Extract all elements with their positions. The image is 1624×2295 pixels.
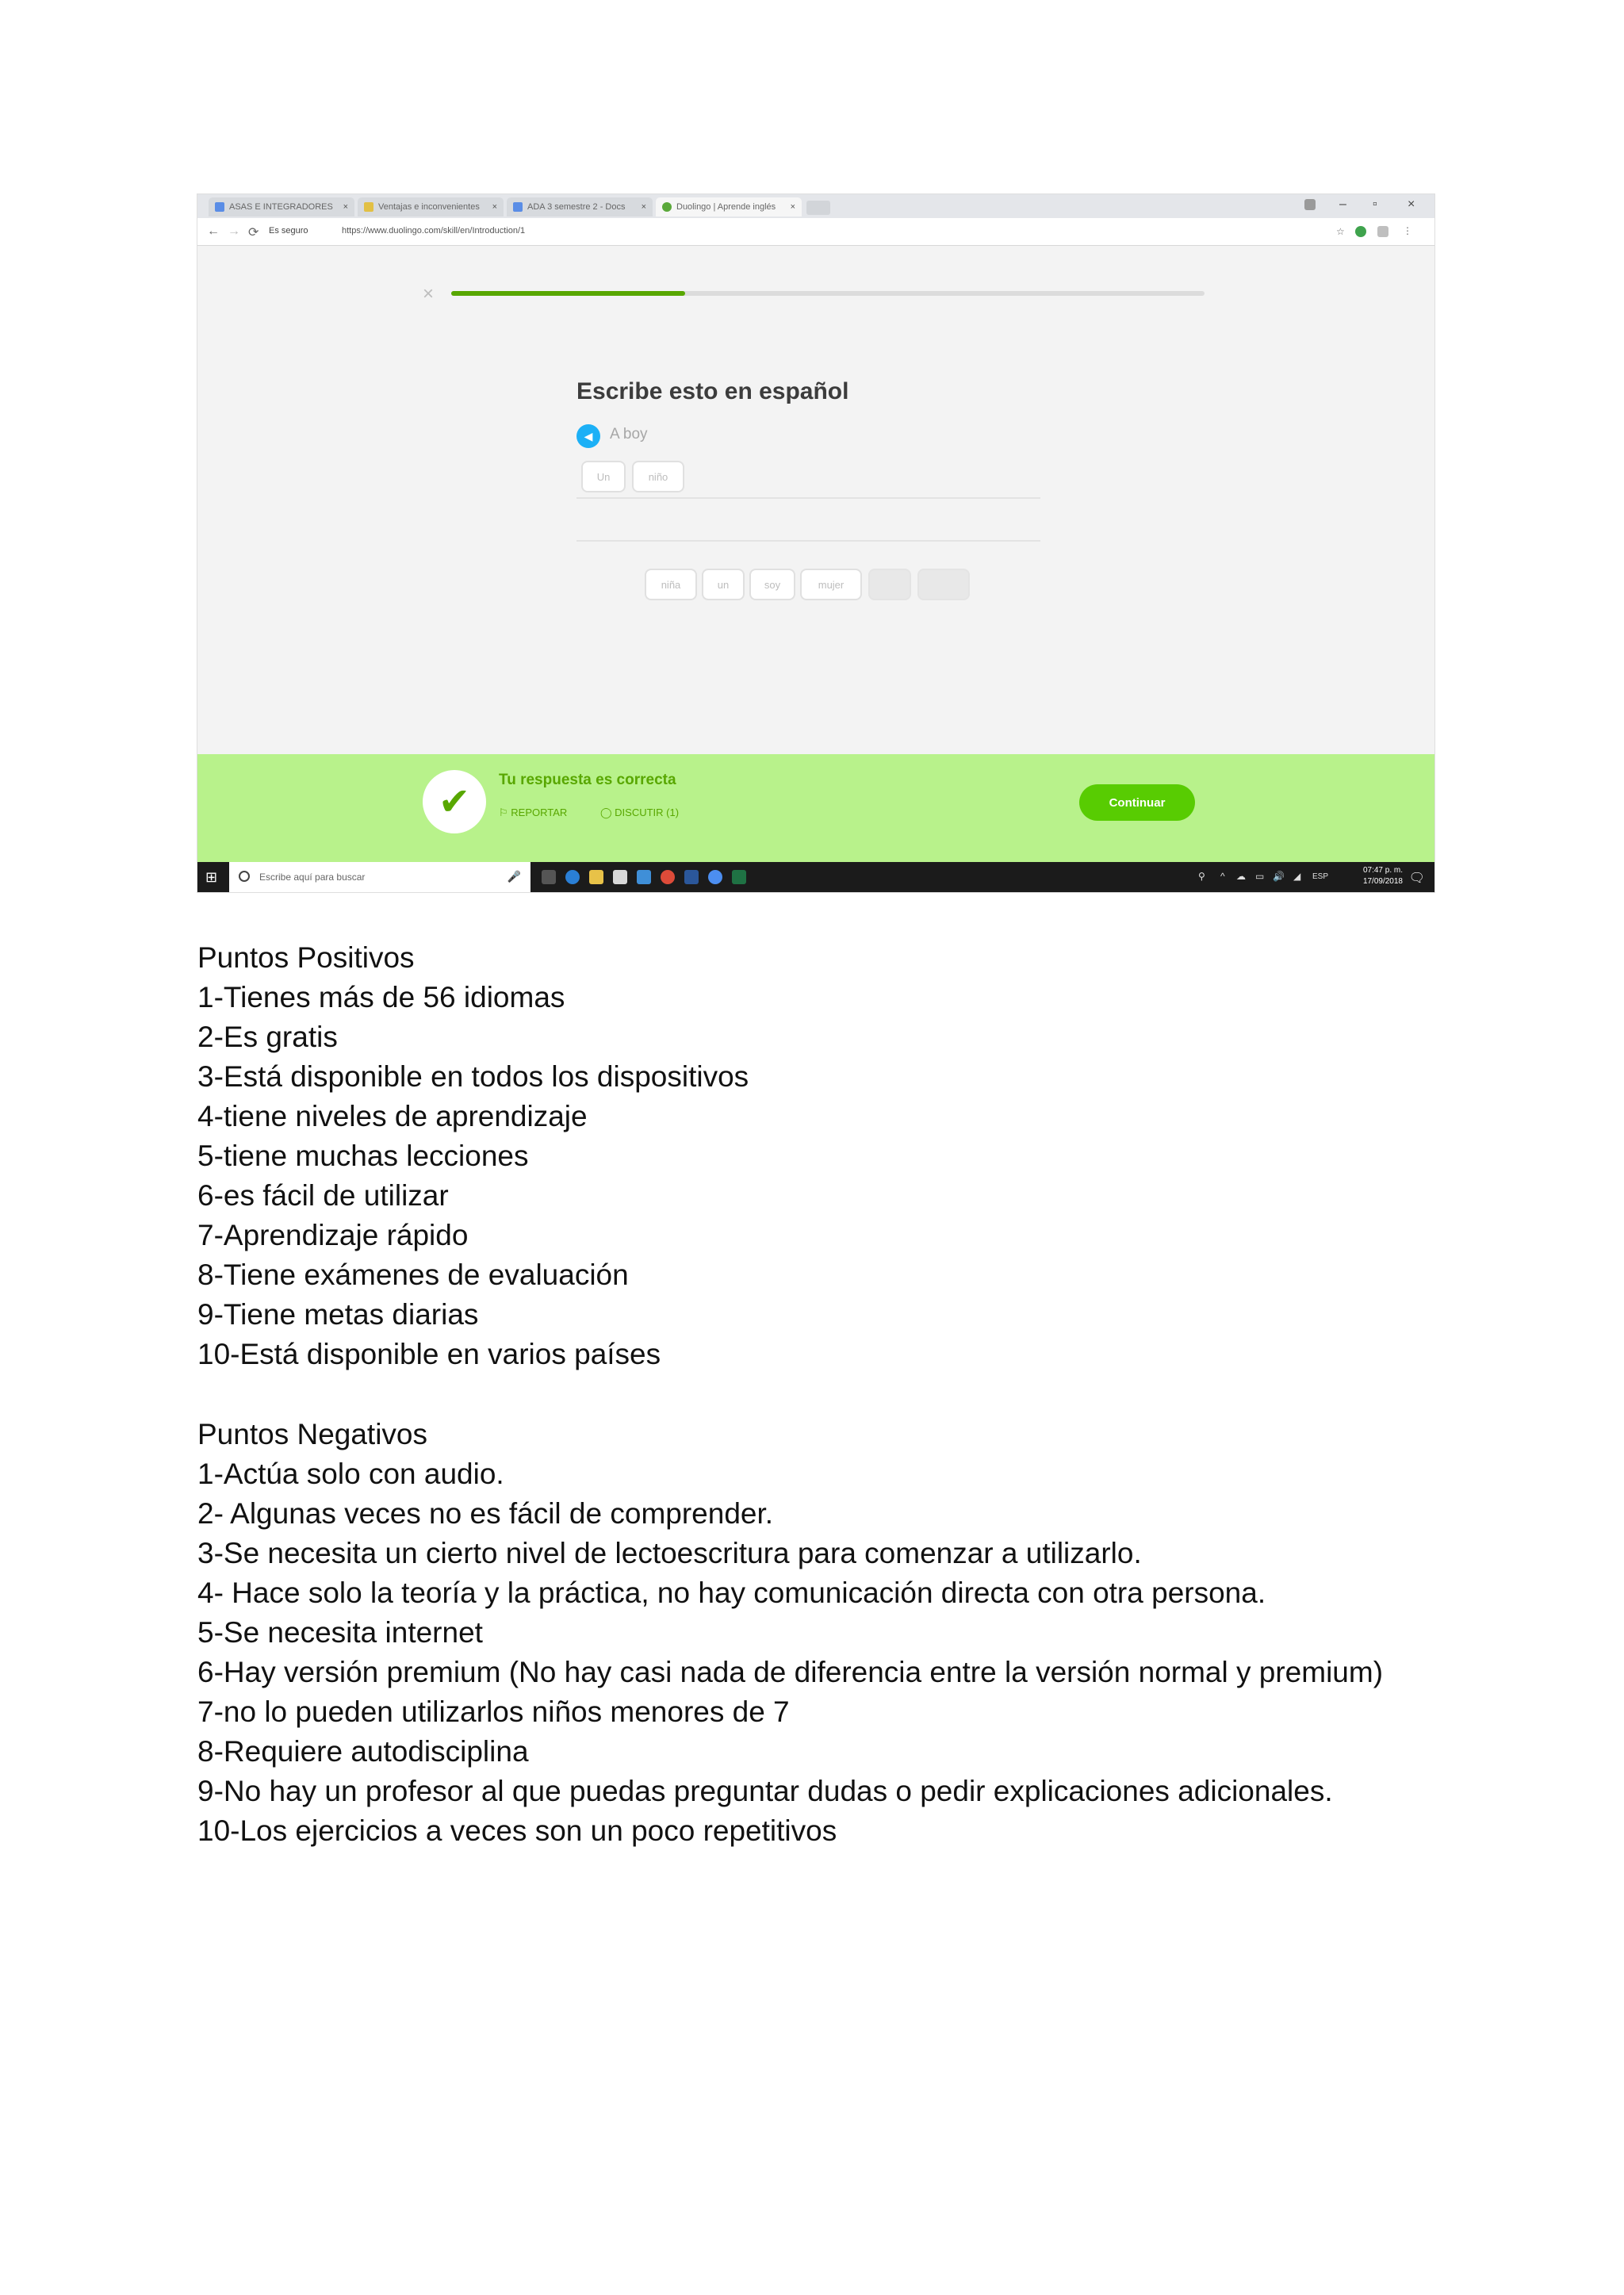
bookmark-star-icon[interactable]: ☆ xyxy=(1336,226,1345,237)
taskbar-clock[interactable] xyxy=(1363,865,1403,887)
list-item: 3-Está disponible en todos los dispositivos xyxy=(197,1060,749,1093)
negatives-heading: Puntos Negativos xyxy=(197,1418,428,1450)
answer-line xyxy=(576,497,1040,499)
tab-label: ASAS E INTEGRADORES xyxy=(229,202,333,212)
list-item: 5-tiene muchas lecciones xyxy=(197,1140,529,1172)
menu-kebab-icon[interactable]: ⋮ xyxy=(1403,225,1412,236)
list-item: 8-Requiere autodisciplina xyxy=(197,1735,529,1768)
page-favicon-icon xyxy=(364,202,373,212)
tab-label: Duolingo | Aprende inglés xyxy=(676,202,776,212)
word-bank-chip[interactable]: niña xyxy=(645,569,697,600)
maximize-icon[interactable]: ▫ xyxy=(1373,197,1377,211)
exercise-prompt: Escribe esto en español xyxy=(576,378,849,404)
profile-icon[interactable] xyxy=(1304,199,1316,210)
list-item: 1-Tienes más de 56 idiomas xyxy=(197,981,565,1013)
browser-tab[interactable] xyxy=(209,197,354,216)
app-icon[interactable] xyxy=(637,870,651,884)
list-item: 6-es fácil de utilizar xyxy=(197,1179,449,1212)
list-item: 2-Es gratis xyxy=(197,1021,338,1053)
answer-word-chip[interactable]: Un xyxy=(581,461,626,492)
onedrive-cloud-icon[interactable]: ☁ xyxy=(1236,871,1246,882)
forward-arrow-icon[interactable]: → xyxy=(228,224,240,238)
feedback-title: Tu respuesta es correcta xyxy=(499,772,676,788)
close-window-icon[interactable]: × xyxy=(1408,197,1415,211)
discuss-link[interactable]: ◯ DISCUTIR (1) xyxy=(600,807,680,818)
continue-button[interactable]: Continuar xyxy=(1079,784,1195,821)
docs-favicon-icon xyxy=(215,202,224,212)
discuss-label: DISCUTIR (1) xyxy=(615,807,680,818)
negatives-section xyxy=(197,1415,1383,1851)
volume-icon[interactable]: 🔊 xyxy=(1273,871,1285,882)
taskbar-search-input[interactable] xyxy=(229,862,530,892)
word-bank-chip[interactable]: un xyxy=(702,569,745,600)
file-explorer-icon[interactable] xyxy=(589,870,603,884)
clock-date: 17/09/2018 xyxy=(1362,877,1403,886)
list-item: 7-Aprendizaje rápido xyxy=(197,1219,469,1251)
url-input[interactable]: https://www.duolingo.com/skill/en/Introduction/1 xyxy=(342,226,526,236)
browser-address-bar xyxy=(197,218,1434,246)
cortana-circle-icon xyxy=(239,871,250,882)
excel-icon[interactable] xyxy=(732,870,746,884)
microphone-icon[interactable]: 🎤 xyxy=(507,870,521,883)
tab-close-icon[interactable]: × xyxy=(790,202,795,212)
tab-label: Ventajas e inconvenientes xyxy=(378,202,480,212)
windows-start-icon[interactable]: ⊞ xyxy=(205,869,218,885)
positives-section xyxy=(197,938,749,1374)
new-tab-button[interactable] xyxy=(806,201,830,215)
notification-icon[interactable]: 🗨 xyxy=(1408,872,1425,885)
browser-tab-bar xyxy=(197,194,1434,219)
list-item: 4-tiene niveles de aprendizaje xyxy=(197,1100,588,1132)
tab-close-icon[interactable]: × xyxy=(343,202,348,212)
browser-tab[interactable] xyxy=(358,197,504,216)
wifi-icon[interactable]: ◢ xyxy=(1293,871,1301,882)
list-item: 10-Los ejercicios a veces son un poco repetitivos xyxy=(197,1814,837,1847)
people-icon[interactable]: ⚲ xyxy=(1198,871,1205,882)
chrome-profile-icon[interactable] xyxy=(708,870,722,884)
word-bank-slot-empty xyxy=(868,569,911,600)
word-bank-slot-empty xyxy=(917,569,970,600)
taskbar-search-placeholder: Escribe aquí para buscar xyxy=(259,872,366,883)
clock-time: 07:47 p. m. xyxy=(1362,866,1403,875)
list-item: 2- Algunas veces no es fácil de comprender. xyxy=(197,1497,774,1530)
source-phrase: A boy xyxy=(610,426,648,443)
report-link[interactable]: ⚐ REPORTAR xyxy=(499,807,568,818)
minimize-icon[interactable]: – xyxy=(1339,197,1346,211)
list-item: 9-No hay un profesor al que puedas preguntar dudas o pedir explicaciones adicionales. xyxy=(197,1775,1333,1807)
answer-line xyxy=(576,540,1040,542)
word-icon[interactable] xyxy=(684,870,699,884)
list-item: 8-Tiene exámenes de evaluación xyxy=(197,1259,629,1291)
windows-taskbar xyxy=(197,862,1434,892)
word-bank-chip[interactable]: mujer xyxy=(800,569,862,600)
list-item: 9-Tiene metas diarias xyxy=(197,1298,479,1331)
reload-icon[interactable]: ⟳ xyxy=(248,226,259,239)
list-item: 10-Está disponible en varios países xyxy=(197,1338,661,1370)
lesson-progress-fill xyxy=(451,291,685,296)
browser-tab-active[interactable] xyxy=(656,197,802,216)
docs-favicon-icon xyxy=(513,202,523,212)
language-indicator[interactable]: ESP xyxy=(1312,872,1329,881)
extension-icon[interactable] xyxy=(1377,226,1388,237)
close-lesson-icon[interactable]: × xyxy=(423,283,435,305)
list-item: 1-Actúa solo con audio. xyxy=(197,1458,504,1490)
word-bank-chip[interactable]: soy xyxy=(749,569,795,600)
list-item: 5-Se necesita internet xyxy=(197,1616,483,1649)
store-icon[interactable] xyxy=(613,870,627,884)
browser-tab[interactable] xyxy=(507,197,653,216)
report-label: REPORTAR xyxy=(511,807,568,818)
list-item: 3-Se necesita un cierto nivel de lectoescritura para comenzar a utilizarlo. xyxy=(197,1537,1142,1569)
back-arrow-icon[interactable]: ← xyxy=(207,224,220,238)
answer-feedback-banner xyxy=(197,754,1434,862)
embedded-screenshot xyxy=(197,193,1435,893)
battery-icon[interactable]: ▭ xyxy=(1255,871,1265,882)
task-view-icon[interactable] xyxy=(542,870,556,884)
checkmark-icon: ✔ xyxy=(423,770,486,833)
duolingo-favicon-icon xyxy=(662,202,672,212)
lesson-progress-bar xyxy=(451,291,1205,296)
list-item: 7-no lo pueden utilizarlos niños menores de 7 xyxy=(197,1695,790,1728)
secure-label: Es seguro xyxy=(269,226,308,236)
extension-shield-icon[interactable] xyxy=(1355,226,1366,237)
tray-chevron-icon[interactable]: ^ xyxy=(1220,871,1225,882)
list-item: 6-Hay versión premium (No hay casi nada de diferencia entre la versión normal y premium) xyxy=(197,1656,1384,1688)
positives-heading: Puntos Positivos xyxy=(197,941,415,974)
chrome-icon[interactable] xyxy=(661,870,675,884)
speaker-icon[interactable]: ◀ xyxy=(576,424,600,448)
edge-browser-icon[interactable] xyxy=(565,870,580,884)
tab-label: ADA 3 semestre 2 - Docs xyxy=(527,202,626,212)
answer-word-chip[interactable]: niño xyxy=(632,461,684,492)
tab-close-icon[interactable]: × xyxy=(492,202,497,212)
tab-close-icon[interactable]: × xyxy=(641,202,646,212)
list-item: 4- Hace solo la teoría y la práctica, no hay comunicación directa con otra persona. xyxy=(197,1577,1266,1609)
